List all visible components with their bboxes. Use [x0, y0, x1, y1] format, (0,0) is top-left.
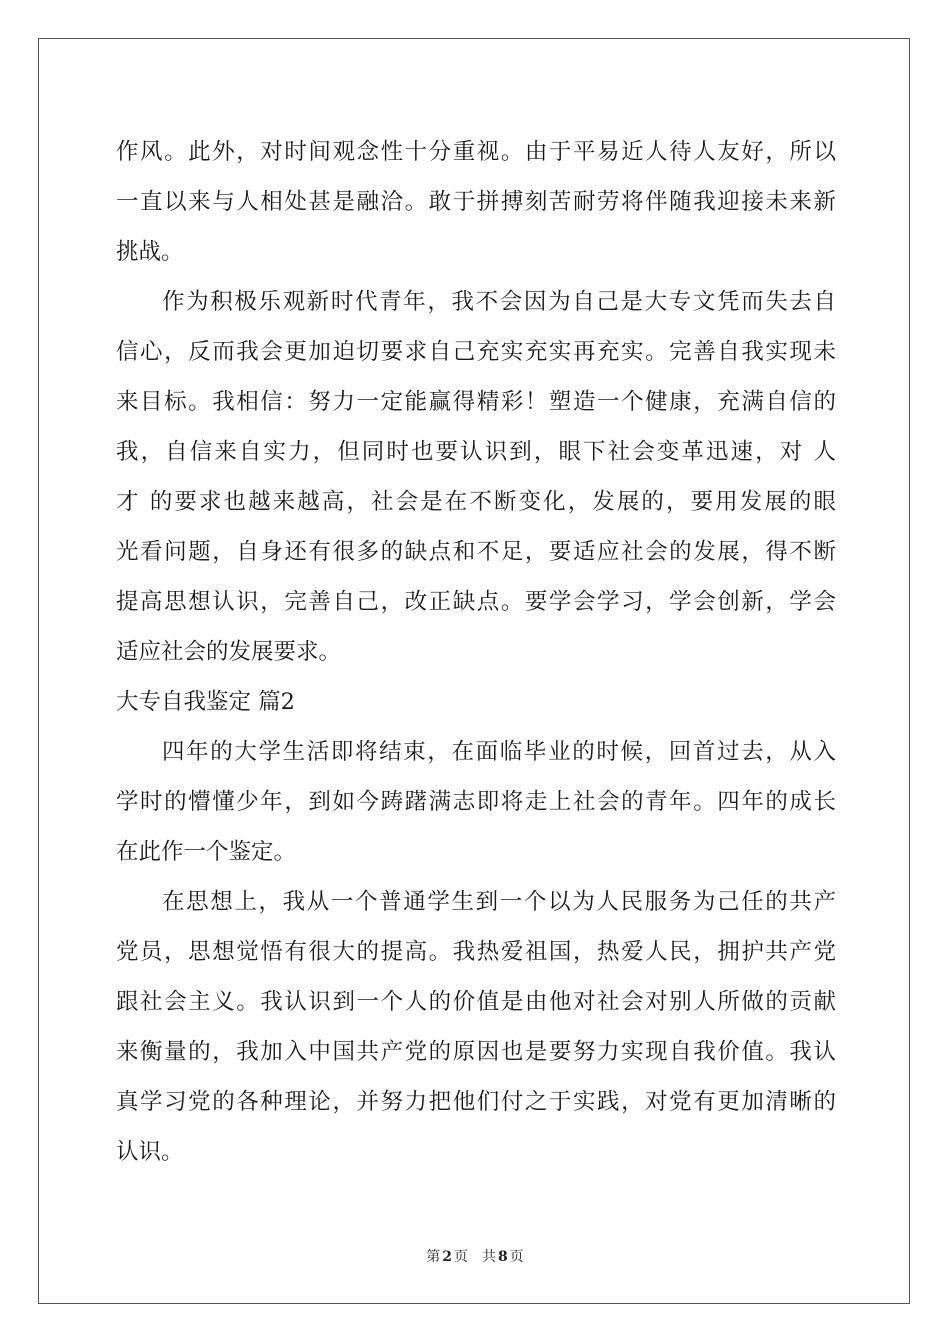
text-line: 信心，反而我会更加迫切要求自己充实充实再充实。完善自我实现未 — [116, 339, 836, 365]
total-suffix: 页 — [509, 1249, 524, 1265]
paragraph-first-line: 作为积极乐观新时代青年，我不会因为自己是大专文凭而失去自 — [162, 289, 836, 315]
text-line: 挑战。 — [116, 239, 184, 265]
page-prefix: 第 — [426, 1249, 441, 1265]
page-suffix: 页 — [454, 1249, 468, 1265]
total-pages: 8 — [498, 1249, 508, 1265]
text-line: 党员，思想觉悟有很大的提高。我热爱祖国，热爱人民，拥护共产党 — [116, 939, 836, 965]
text-line: 一直以来与人相处甚是融洽。敢于拼搏刻苦耐劳将伴随我迎接未来新 — [116, 189, 836, 215]
text-line: 适应社会的发展要求。 — [116, 639, 342, 665]
section-heading: 大专自我鉴定 篇2 — [116, 689, 295, 715]
document-body — [116, 127, 836, 1177]
page-number: 2 — [442, 1249, 452, 1265]
text-line: 来目标。我相信：努力一定能赢得精彩！塑造一个健康，充满自信的 — [116, 389, 836, 415]
text-line: 我，自信来自实力，但同时也要认识到，眼下社会变革迅速，对 人 — [116, 439, 836, 465]
text-line: 认识。 — [116, 1139, 184, 1165]
total-prefix: 共 — [482, 1249, 496, 1265]
text-line: 光看问题，自身还有很多的缺点和不足，要适应社会的发展，得不断 — [116, 539, 836, 565]
text-line: 学时的懵懂少年，到如今踌躇满志即将走上社会的青年。四年的成长 — [116, 789, 836, 815]
text-line: 作风。此外，对时间观念性十分重视。由于平易近人待人友好，所以 — [116, 139, 836, 165]
text-line: 真学习党的各种理论，并努力把他们付之于实践，对党有更加清晰的 — [116, 1089, 836, 1115]
text-line: 才 的要求也越来越高，社会是在不断变化，发展的，要用发展的眼 — [116, 489, 836, 515]
paragraph-first-line: 在思想上，我从一个普通学生到一个以为人民服务为己任的共产 — [162, 889, 836, 915]
text-line: 提高思想认识，完善自己，改正缺点。要学会学习，学会创新，学会 — [116, 589, 836, 615]
text-line: 跟社会主义。我认识到一个人的价值是由他对社会对别人所做的贡献 — [116, 989, 836, 1015]
page-footer — [0, 1246, 950, 1266]
text-line: 在此作一个鉴定。 — [116, 839, 297, 865]
paragraph-first-line: 四年的大学生活即将结束，在面临毕业的时候，回首过去，从入 — [162, 739, 836, 765]
text-line: 来衡量的，我加入中国共产党的原因也是要努力实现自我价值。我认 — [116, 1039, 836, 1065]
